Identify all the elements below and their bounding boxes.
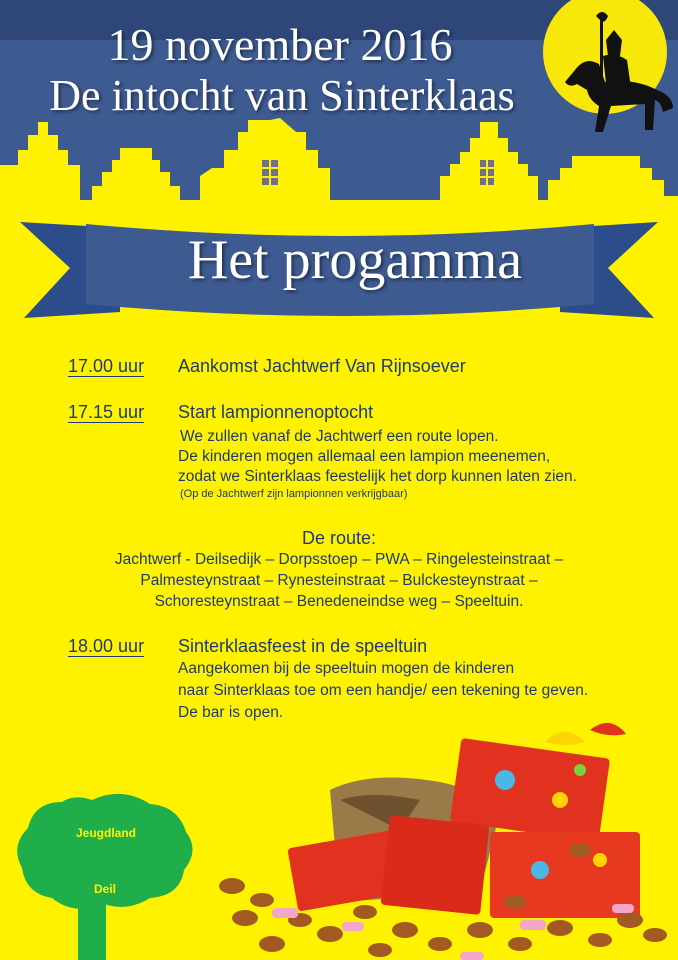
schedule-detail-3a: Aangekomen bij de speeltuin mogen de kinderen xyxy=(178,660,515,677)
schedule-title-3: Sinterklaasfeest in de speeltuin xyxy=(178,636,428,656)
event-date: 19 november 2016 xyxy=(107,19,453,70)
schedule-time-2: 17.15 uur xyxy=(68,402,145,422)
route-title: De route: xyxy=(301,528,377,548)
schedule-detail-2a: We zullen vanaf de Jachtwerf een route lopen. xyxy=(180,428,499,445)
schedule-detail-2c: zodat we Sinterklaas feestelijk het dorp kunnen laten zien. xyxy=(178,468,577,485)
program-title: Het progamma xyxy=(187,229,523,291)
route-line-1: Jachtwerf - Deilsedijk – Dorpsstoep – PWA – Ringelesteinstraat – xyxy=(114,551,564,568)
route-line-3: Schoresteynstraat – Benedeneindse weg – Speeltuin. xyxy=(154,593,524,610)
schedule-time-1: 17.00 uur xyxy=(68,356,145,376)
schedule-detail-3c: De bar is open. xyxy=(178,704,284,721)
schedule-detail-2b: De kinderen mogen allemaal een lampion meenemen, xyxy=(178,448,551,465)
logo-line-2: Deil xyxy=(94,882,117,896)
schedule-note-2: (Op de Jachtwerf zijn lampionnen verkrijgbaar) xyxy=(180,488,408,500)
schedule-title-1: Aankomst Jachtwerf Van Rijnsoever xyxy=(178,356,466,376)
event-title: De intocht van Sinterklaas xyxy=(49,71,515,120)
schedule-detail-3b: naar Sinterklaas toe om een handje/ een tekening te geven. xyxy=(178,682,589,699)
schedule-title-2: Start lampionnenoptocht xyxy=(178,402,374,422)
schedule-time-3: 18.00 uur xyxy=(68,636,145,656)
route-line-2: Palmesteynstraat – Rynesteinstraat – Bulckesteynstraat – xyxy=(140,572,538,589)
logo-line-1: Jeugdland xyxy=(76,826,137,840)
